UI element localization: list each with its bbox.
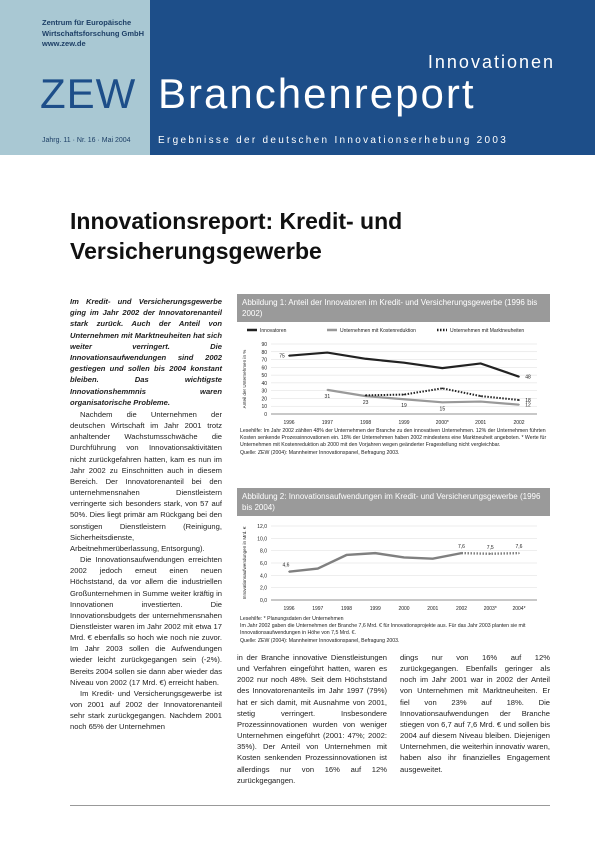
institute-url[interactable]: www.zew.de — [42, 39, 86, 48]
data-label: 7,5 — [486, 544, 494, 551]
data-point — [403, 362, 405, 364]
x-tick-label: 1998 — [360, 420, 372, 426]
figure-2 — [237, 488, 550, 645]
x-tick-label: 2001 — [475, 420, 487, 426]
y-tick-label: 30 — [261, 388, 267, 395]
x-tick-label: 1996 — [283, 606, 295, 612]
legend-label: Unternehmen mit Kostenreduktion — [340, 328, 416, 334]
y-tick-label: 10 — [261, 404, 267, 411]
data-point — [480, 363, 482, 365]
data-point — [518, 376, 520, 378]
x-tick-label: 2000* — [435, 420, 449, 426]
data-point — [317, 568, 319, 570]
institute-line: Zentrum für Europäische — [42, 18, 132, 27]
data-point — [480, 401, 482, 403]
y-tick-label: 4,0 — [260, 573, 267, 580]
data-label: 12 — [525, 402, 531, 409]
data-point — [346, 554, 348, 556]
data-point — [518, 399, 520, 401]
x-tick-label: 1996 — [283, 420, 295, 426]
data-label: 4,6 — [282, 562, 290, 569]
figure-2-source: Quelle: ZEW (2004): Mannheimer Innovationspanel, Befragung 2003. — [240, 637, 400, 644]
data-label: 23 — [362, 400, 369, 407]
lead-paragraph: Im Kredit- und Versicherungsgewerbe ging im Jahr 2002 der Innovatorenanteil stark zurück. Auch der Anteil von Unternehmen mit Marktneuheiten hat sich weiter verringert. Die Innovationsaufwendungen sind 2002 gestiegen und sollen bis 2004 konstant bleiben. Das wichtigste Innovationshemmnis waren organisatorische Probleme. — [70, 297, 222, 407]
y-tick-label: 50 — [261, 373, 267, 380]
figure-1-chart — [237, 322, 550, 428]
x-tick-label: 2002 — [513, 420, 525, 426]
x-tick-label: 2001 — [427, 606, 439, 612]
data-label: 19 — [401, 403, 407, 410]
y-tick-label: 80 — [261, 349, 267, 356]
data-point — [288, 355, 290, 357]
title-line: Versicherungsgewerbe — [70, 238, 322, 264]
data-label: 15 — [439, 406, 446, 413]
y-axis-label: Innovationsaufwendungen in Mrd. € — [242, 526, 247, 600]
body-column-3: dings nur von 16% auf 12% zurückgegangen. Ebenfalls geringer als noch im Jahr 2001 war in 2002 der Anteil von Unternehmen mit Marktneuheiten. Er fiel von 23% auf 18%. Die Innovationsaufwendungen der Branche stiegen von 6,7 auf 7,6 Mrd. € und sollen bis 2004 auf diesem Niveau bleiben. Diejenigen Unternehmen, die weiterhin innovativ waren, haben also ihr finanzielles Engagement ausgeweitet. — [400, 653, 550, 774]
data-point — [432, 558, 434, 560]
x-tick-label: 1997 — [321, 420, 333, 426]
data-label: 48 — [525, 374, 531, 381]
zew-logo: ZEW — [40, 70, 137, 117]
figure-2-note: Lesehilfe: * Planungsdaten der Unternehmen — [240, 616, 344, 622]
figure-1-title: Abbildung 1: Anteil der Innovatoren im Kredit- und Versicherungsgewerbe (1996 bis 2002) — [237, 294, 550, 322]
report-subtitle: Ergebnisse der deutschen Innovationserhebung 2003 — [158, 135, 509, 146]
y-tick-label: 90 — [261, 342, 267, 348]
data-point — [442, 402, 444, 404]
data-label: 18 — [525, 398, 531, 404]
data-point — [442, 367, 444, 369]
innovationen-label: Innovationen — [427, 52, 555, 72]
x-tick-label: 2000 — [398, 606, 410, 612]
figure-1 — [237, 294, 550, 457]
issue-info: Jahrg. 11 · Nr. 16 · Mai 2004 — [42, 137, 131, 144]
data-label: 31 — [324, 393, 331, 400]
data-point — [489, 553, 491, 555]
y-tick-label: 40 — [261, 380, 267, 387]
series-line — [289, 553, 462, 572]
legend-label: Innovatoren — [260, 328, 287, 334]
y-tick-label: 10,0 — [257, 536, 267, 543]
title-line: Innovationsreport: Kredit- und — [70, 208, 403, 234]
data-label: 75 — [279, 353, 285, 360]
x-tick-label: 2004* — [512, 606, 526, 612]
page-title — [70, 206, 490, 266]
y-tick-label: 0 — [264, 412, 267, 418]
data-point — [327, 352, 329, 354]
data-point — [403, 398, 405, 400]
data-point — [403, 394, 405, 396]
data-label: 7,6 — [458, 544, 465, 551]
x-tick-label: 1999 — [398, 420, 410, 426]
data-point — [374, 552, 376, 554]
y-tick-label: 60 — [261, 365, 267, 372]
data-point — [288, 571, 290, 573]
body-column-2: in der Branche innovative Dienstleistungen und Verfahren eingeführt hatten, waren es 2002 nur noch 48%. Seit dem Höchststand des Innovatorenanteils im Jahr 1997 (79%) hat er sich damit, mit Ausnahme von 2001, stetig verringert. Insbesondere Prozessinnovationen wurden von weniger Unternehmen eingeführt (2001: 47%; 2002: 35%). Der Anteil von Unternehmen mit Kosten senkenden Prozessinnovationen ist allerdings nur von 16% auf 12% zurückgegangen. — [237, 653, 387, 785]
figure-1-caption: Lesehilfe: Im Jahr 2002 zählten 48% der Unternehmen der Branche zu den innovativen Unternehmen. 12% der Unternehmen führten Kosten senkende Prozessinnovationen ein. 18% der Unternehmen haben 2002 mindestens eine Marktneuheit angeboten. * Werte für Unternehmen mit Kostenreduktion ab 2000 mit den Vorjahren wegen geänderter Fragestellung nicht vergleichbar. — [240, 428, 547, 449]
figure-2-title: Abbildung 2: Innovationsaufwendungen im Kredit- und Versicherungsgewerbe (1996 bis 2004) — [237, 488, 550, 516]
data-point — [442, 388, 444, 390]
figure-2-chart — [237, 516, 550, 616]
y-tick-label: 20 — [261, 396, 267, 403]
x-tick-label: 1997 — [312, 606, 324, 612]
x-tick-label: 1999 — [369, 606, 381, 612]
institute-name — [42, 18, 144, 50]
y-tick-label: 6,0 — [260, 561, 267, 567]
body-column-1 — [70, 409, 222, 733]
data-point — [518, 404, 520, 406]
data-point — [365, 358, 367, 360]
data-point — [480, 395, 482, 397]
paragraph: Nachdem die Unternehmen der deutschen Wirtschaft im Jahr 2001 trotz anhaltender Wachstumsschwäche die Durchführung von Innovationsaktivitäten nicht zurückgefahren hatten, kam es nun im Jahr 2002 zu Einschnitten auch in diesem Bereich. Der Innovatorenanteil bei den unternehmensnahen Dienstleistern verringerte sich besonders stark, von 57 auf 50%. Dies liegt primär am Rückgang bei den sonstigen Dienstleistern (Reinigung, Sicherheitsdienste, Arbeitnehmerüberlassung, Entsorgung). — [70, 410, 222, 553]
paragraph: Im Kredit- und Versicherungsgewerbe ist von 2001 auf 2002 der Innovatorenanteil sehr stark zurückgegangen. Nachdem 2001 noch 65% der Unternehmen — [70, 688, 222, 732]
data-point — [403, 557, 405, 559]
y-axis-label: Anteil der Unternehmen in % — [242, 349, 247, 409]
legend-label: Unternehmen mit Marktneuheiten — [450, 328, 525, 334]
y-tick-label: 8,0 — [260, 548, 267, 555]
data-point — [365, 395, 367, 397]
figure-2-caption: Im Jahr 2002 gaben die Unternehmen der Branche 7,6 Mrd. € für Innovationsprojekte aus. Für das Jahr 2003 planten sie mit Innovationsaufwendungen in Höhe von 7,5 Mrd. €. — [240, 623, 526, 637]
series-line — [289, 353, 519, 377]
figure-1-source: Quelle: ZEW (2004): Mannheimer Innovationspanel, Befragung 2003. — [240, 449, 400, 456]
data-point — [518, 552, 520, 554]
data-label: 7,6 — [515, 544, 523, 551]
y-tick-label: 0,0 — [260, 598, 267, 604]
y-tick-label: 2,0 — [260, 585, 267, 592]
data-point — [327, 389, 329, 391]
x-tick-label: 2003* — [483, 606, 497, 612]
x-tick-label: 1998 — [340, 606, 353, 612]
y-tick-label: 12,0 — [257, 524, 267, 530]
institute-line: Wirtschaftsforschung GmbH — [42, 28, 145, 38]
data-point — [461, 552, 463, 554]
y-tick-label: 70 — [261, 357, 267, 364]
x-tick-label: 2002 — [455, 606, 468, 612]
branchenreport-title: Branchenreport — [158, 70, 476, 117]
footer-divider — [70, 805, 550, 806]
paragraph: Die Innovationsaufwendungen erreichten 2002 jedoch erneut einen neuen Höchststand, da vor allem die industriellen Großunternehmen in Summe weiter kräftig in Innovationen investierten. Die Innovationsbudgets der unternehmensnahen Dienstleister waren im Jahr 2002 mit etwa 17 Mrd. € ebenfalls so hoch wie noch nie zuvor. Im Jahr 2003 sollen die Aufwendungen wieder leicht zurückgegangen sein (-2%). Bereits 2004 sollen sie dann aber wieder das Niveau von 2002 (17 Mrd. €) erreicht haben. — [70, 555, 222, 687]
